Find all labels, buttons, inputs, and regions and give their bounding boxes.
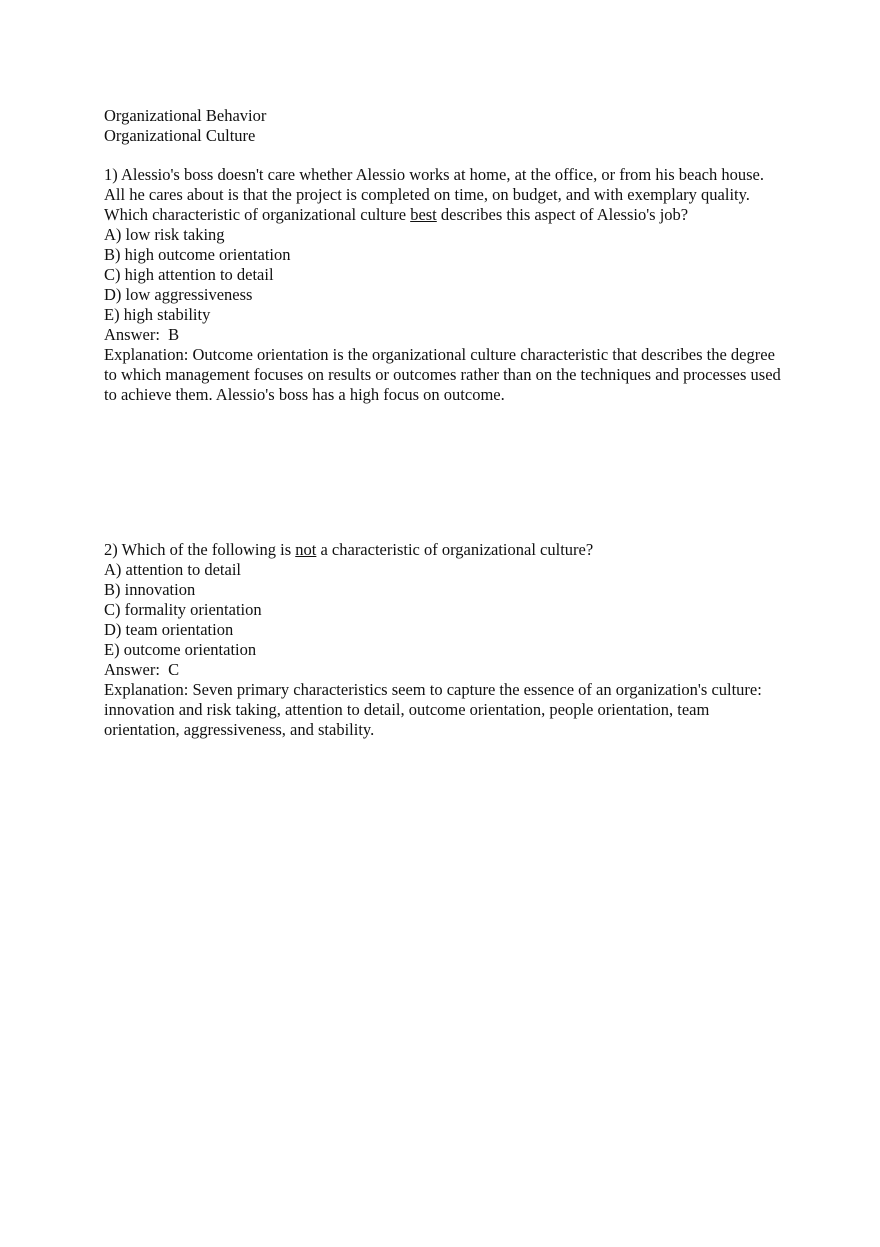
answer-key: Answer: B [104,325,180,344]
question-2 [104,540,784,740]
question-1 [104,165,784,405]
explanation: Explanation: Outcome orientation is the organizational culture characteristic that describes the degree to which management focuses on results or outcomes rather than on the techniques and processes used to achieve them. Alessio's boss has a high focus on outcome. [104,345,781,404]
course-title: Organizational Behavior [104,106,267,125]
answer-key: Answer: C [104,660,180,679]
explanation: Explanation: Seven primary characteristics seem to capture the essence of an organization's culture: innovation and risk taking, attention to detail, outcome orientation, people orientation, team orientation, aggressiveness, and stability. [104,680,762,739]
question-stem [104,165,784,225]
question-stem-text: 1) Alessio's boss doesn't care whether Alessio works at home, at the office, or from his beach house. All he cares about is that the project is completed on time, on budget, and with exemplary quality. Which characteristic of organizational culture [104,165,764,224]
option-b: B) innovation [104,580,196,599]
answer-options [104,560,784,660]
document-header [104,106,784,146]
question-stem-text: 2) Which of the following is [104,540,296,559]
option-a: A) low risk taking [104,225,225,244]
stem-emphasis: not [295,540,317,559]
stem-emphasis: best [410,205,437,224]
option-d: D) low aggressiveness [104,285,253,304]
option-d: D) team orientation [104,620,234,639]
answer-options [104,225,784,325]
question-stem-text-end: a characteristic of organizational culture? [316,540,594,559]
option-a: A) attention to detail [104,560,242,579]
option-c: C) high attention to detail [104,265,274,284]
option-e: E) outcome orientation [104,640,257,659]
option-c: C) formality orientation [104,600,262,619]
option-b: B) high outcome orientation [104,245,291,264]
question-stem [104,540,784,560]
question-stem-text-end: describes this aspect of Alessio's job? [436,205,689,224]
chapter-title: Organizational Culture [104,126,256,145]
option-e: E) high stability [104,305,211,324]
